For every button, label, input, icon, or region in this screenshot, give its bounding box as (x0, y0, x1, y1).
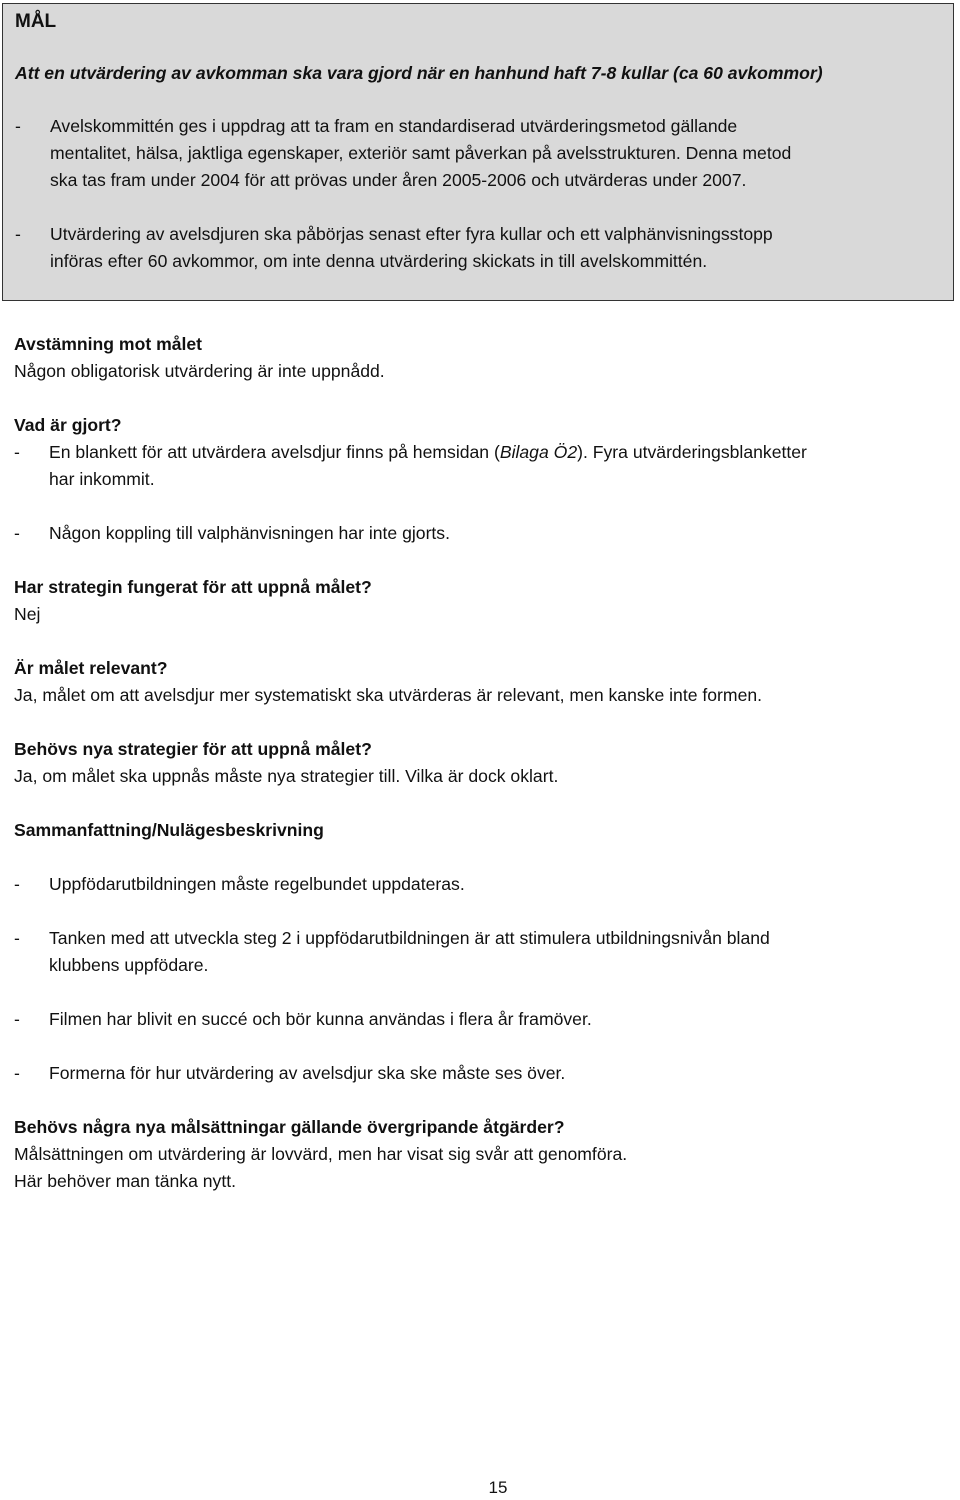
section-text: Här behöver man tänka nytt. (14, 1171, 236, 1191)
list-dash: - (14, 1009, 20, 1029)
list-dash: - (14, 874, 20, 894)
list-item (14, 871, 944, 898)
list-dash: - (14, 442, 20, 462)
section-heading: Är målet relevant? (14, 658, 168, 678)
list-item (14, 520, 944, 547)
list-item-line: mentalitet, hälsa, jaktliga egenskaper, exteriör samt påverkan på avelsstrukturen. Denna metod (50, 143, 792, 163)
appendix-reference: Bilaga Ö2 (499, 442, 578, 462)
goal-statement: Att en utvärdering av avkomman ska vara gjord när en hanhund haft 7-8 kullar (ca 60 avkommor) (15, 63, 823, 83)
goal-box-list (15, 113, 943, 275)
list-item (14, 925, 944, 979)
list-dash: - (14, 1063, 20, 1083)
section-heading: Behövs några nya målsättningar gällande övergripande åtgärder? (14, 1117, 565, 1137)
list-item (15, 113, 943, 194)
list-item-line: Avelskommittén ges i uppdrag att ta fram en standardiserad utvärderingsmetod gällande (50, 116, 738, 136)
section-text: Nej (14, 604, 41, 624)
page-number: 15 (488, 1478, 508, 1497)
document-body (14, 331, 944, 1195)
list-item-line: Filmen har blivit en succé och bör kunna användas i flera år framöver. (49, 1009, 592, 1029)
goal-box (2, 3, 954, 301)
section-heading: Behövs nya strategier för att uppnå målet? (14, 739, 372, 759)
list-item-line: införas efter 60 avkommor, om inte denna utvärdering skickats in till avelskommittén. (50, 251, 708, 271)
list-item-text: En blankett för att utvärdera avelsdjur finns på hemsidan ( (49, 442, 500, 462)
section-text: Någon obligatorisk utvärdering är inte uppnådd. (14, 361, 385, 381)
section-text: Ja, målet om att avelsdjur mer systematiskt ska utvärderas är relevant, men kanske inte formen. (14, 685, 763, 705)
list-item-line: Formerna för hur utvärdering av avelsdjur ska ske måste ses över. (49, 1063, 566, 1083)
list-item (14, 1006, 944, 1033)
goal-box-title: MÅL (15, 11, 57, 32)
section-heading: Avstämning mot målet (14, 334, 203, 354)
section-heading: Har strategin fungerat för att uppnå målet? (14, 577, 372, 597)
section-heading: Vad är gjort? (14, 415, 122, 435)
list-item-line: Utvärdering av avelsdjuren ska påbörjas senast efter fyra kullar och ett valphänvisningsstopp (50, 224, 773, 244)
list-dash: - (14, 523, 20, 543)
list-item (14, 439, 944, 493)
list-dash: - (14, 928, 20, 948)
list-dash: - (15, 224, 21, 244)
list-item-line: Uppfödarutbildningen måste regelbundet uppdateras. (49, 874, 465, 894)
list-item-line: Någon koppling till valphänvisningen har inte gjorts. (49, 523, 450, 543)
list-item-text: ). Fyra utvärderingsblanketter (577, 442, 807, 462)
list-item-line: har inkommit. (49, 469, 155, 489)
list-item-line: ska tas fram under 2004 för att prövas under åren 2005-2006 och utvärderas under 2007. (50, 170, 747, 190)
list-item-line: Tanken med att utveckla steg 2 i uppfödarutbildningen är att stimulera utbildningsnivån bland (49, 928, 770, 948)
section-text: Ja, om målet ska uppnås måste nya strategier till. Vilka är dock oklart. (14, 766, 559, 786)
list-item (14, 1060, 944, 1087)
list-item-line: klubbens uppfödare. (49, 955, 209, 975)
list-dash: - (15, 116, 21, 136)
section-text: Målsättningen om utvärdering är lovvärd, men har visat sig svår att genomföra. (14, 1144, 628, 1164)
section-heading: Sammanfattning/Nulägesbeskrivning (14, 820, 324, 840)
list-item-line (49, 439, 944, 466)
list-item (15, 221, 943, 275)
